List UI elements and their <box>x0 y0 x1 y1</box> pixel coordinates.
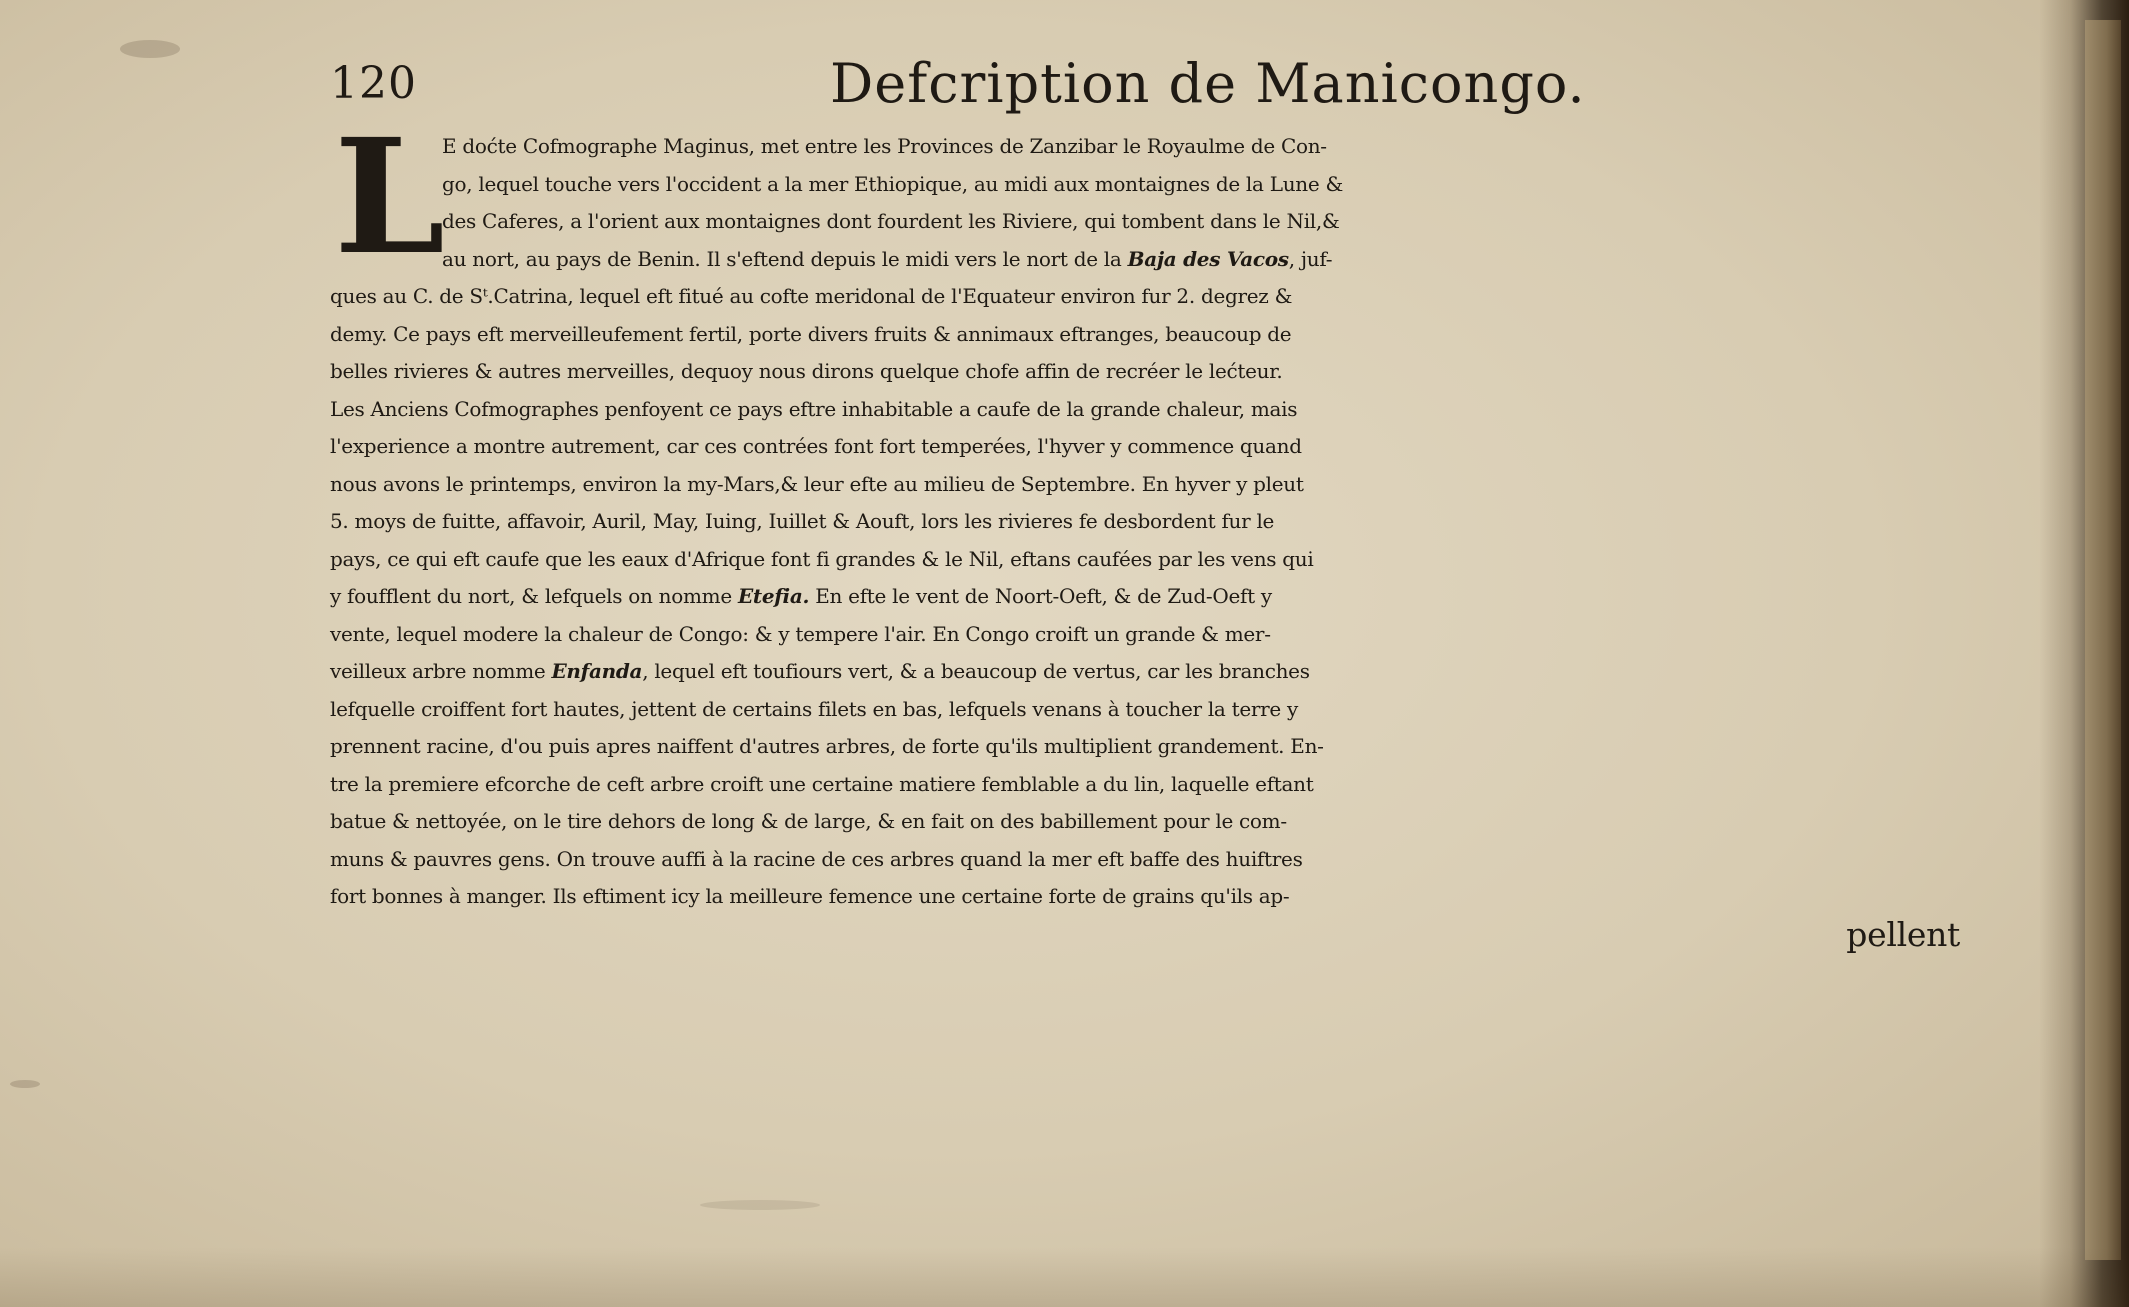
catchword: pellent <box>1846 914 1960 954</box>
text-line-content: batue & nettoyée, on le tire dehors de long & de large, & en fait on des babillement pour le com- <box>330 809 1287 833</box>
text-line <box>330 241 1970 279</box>
text-line-content: go, lequel touche vers l'occident a la mer Ethiopique, au midi aux montaignes de la Lune & <box>442 171 1343 196</box>
text-line-content: vente, lequel modere la chaleur de Congo: & y tempere l'air. En Congo croift un grande & mer- <box>330 621 1271 646</box>
text-line <box>330 166 1970 204</box>
text-line-content: y foufflent du nort, & lefquels on nomme <box>330 584 732 608</box>
catchword-line <box>330 916 1970 954</box>
text-line <box>330 391 1970 429</box>
text-line-content: belles rivieres & autres merveilles, dequoy nous dirons quelque chofe affin de recréer le lećteur. <box>330 359 1283 383</box>
paper-smudge <box>120 40 180 58</box>
paper-smudge <box>700 1200 820 1210</box>
page-edge <box>2085 20 2121 1260</box>
text-line-content: ques au C. de Sᵗ.Catrina, lequel eft fitué au cofte meridonal de l'Equateur environ fur 2. degrez & <box>330 284 1293 308</box>
italic-term: Baja des Vacos <box>1127 246 1289 271</box>
text-line-content: , juf- <box>1288 246 1333 271</box>
text-line <box>330 803 1970 841</box>
text-line-content: tre la premiere efcorche de ceft arbre croift une certaine matiere femblable a du lin, laquelle eftant <box>330 771 1314 796</box>
text-line <box>330 541 1970 579</box>
page-header <box>330 52 1990 132</box>
text-line-content: Les Anciens Cofmographes penfoyent ce pays eftre inhabitable a caufe de la grande chaleur, mais <box>330 396 1298 421</box>
text-line-content: au nort, au pays de Benin. Il s'eftend depuis le midi vers le nort de la <box>442 246 1122 271</box>
page-gutter-shadow <box>2039 0 2129 1307</box>
paper-smudge <box>10 1080 40 1088</box>
text-line <box>330 766 1970 804</box>
text-line <box>330 616 1970 654</box>
text-line <box>330 878 1970 916</box>
italic-term: Etefia. <box>737 584 810 608</box>
text-line <box>330 128 1970 166</box>
text-line-content: lefquelle croiffent fort hautes, jettent de certains filets en bas, lefquels venans à toucher la terre y <box>330 696 1298 721</box>
text-line <box>330 503 1970 541</box>
text-line <box>330 653 1970 691</box>
text-line <box>330 728 1970 766</box>
text-line <box>330 316 1970 354</box>
text-line-content: E doćte Cofmographe Maginus, met entre les Provinces de Zanzibar le Royaulme de Con- <box>442 134 1327 158</box>
body-text <box>330 105 1970 954</box>
text-line-content: En efte le vent de Noort-Oeft, & de Zud-Oeft y <box>809 584 1272 608</box>
text-line-content: fort bonnes à manger. Ils eftiment icy la meilleure femence une certaine forte de grains qu'ils ap- <box>330 884 1290 908</box>
page-number: 120 <box>330 58 417 109</box>
bottom-shadow <box>0 1247 2129 1307</box>
text-line <box>330 203 1970 241</box>
text-line-content: veilleux arbre nomme <box>330 659 546 683</box>
italic-term: Enfanda <box>551 659 643 683</box>
text-line-content: muns & pauvres gens. On trouve auffi à la racine de ces arbres quand la mer eft baffe des huiftres <box>330 846 1303 871</box>
text-line-content: demy. Ce pays eft merveilleufement fertil, porte divers fruits & annimaux eftranges, beaucoup de <box>330 321 1292 346</box>
text-line-content: prennent racine, d'ou puis apres naiffent d'autres arbres, de forte qu'ils multiplient grandement. En- <box>330 734 1324 758</box>
text-line <box>330 278 1970 316</box>
text-line <box>330 841 1970 879</box>
text-line-content: des Caferes, a l'orient aux montaignes dont fourdent les Riviere, qui tombent dans le Nil,& <box>442 209 1340 233</box>
text-line <box>330 353 1970 391</box>
drop-cap-initial: L <box>334 105 446 290</box>
text-line-content: l'experience a montre autrement, car ces contrées font fort temperées, l'hyver y commence quand <box>330 434 1302 458</box>
text-line <box>330 578 1970 616</box>
text-line-content: pays, ce qui eft caufe que les eaux d'Afrique font fi grandes & le Nil, eftans caufées par les vens qui <box>330 546 1314 571</box>
running-title: Defcription de Manicongo. <box>830 52 1586 115</box>
text-line-content: , lequel eft toufiours vert, & a beaucoup de vertus, car les branches <box>642 659 1310 683</box>
text-line-content: nous avons le printemps, environ la my-Mars,& leur efte au milieu de Septembre. En hyver y pleut <box>330 471 1304 496</box>
text-line-content: 5. moys de fuitte, affavoir, Auril, May, Iuing, Iuillet & Aouft, lors les rivieres fe desbordent fur le <box>330 509 1275 533</box>
text-line <box>330 691 1970 729</box>
text-line <box>330 428 1970 466</box>
text-line <box>330 466 1970 504</box>
